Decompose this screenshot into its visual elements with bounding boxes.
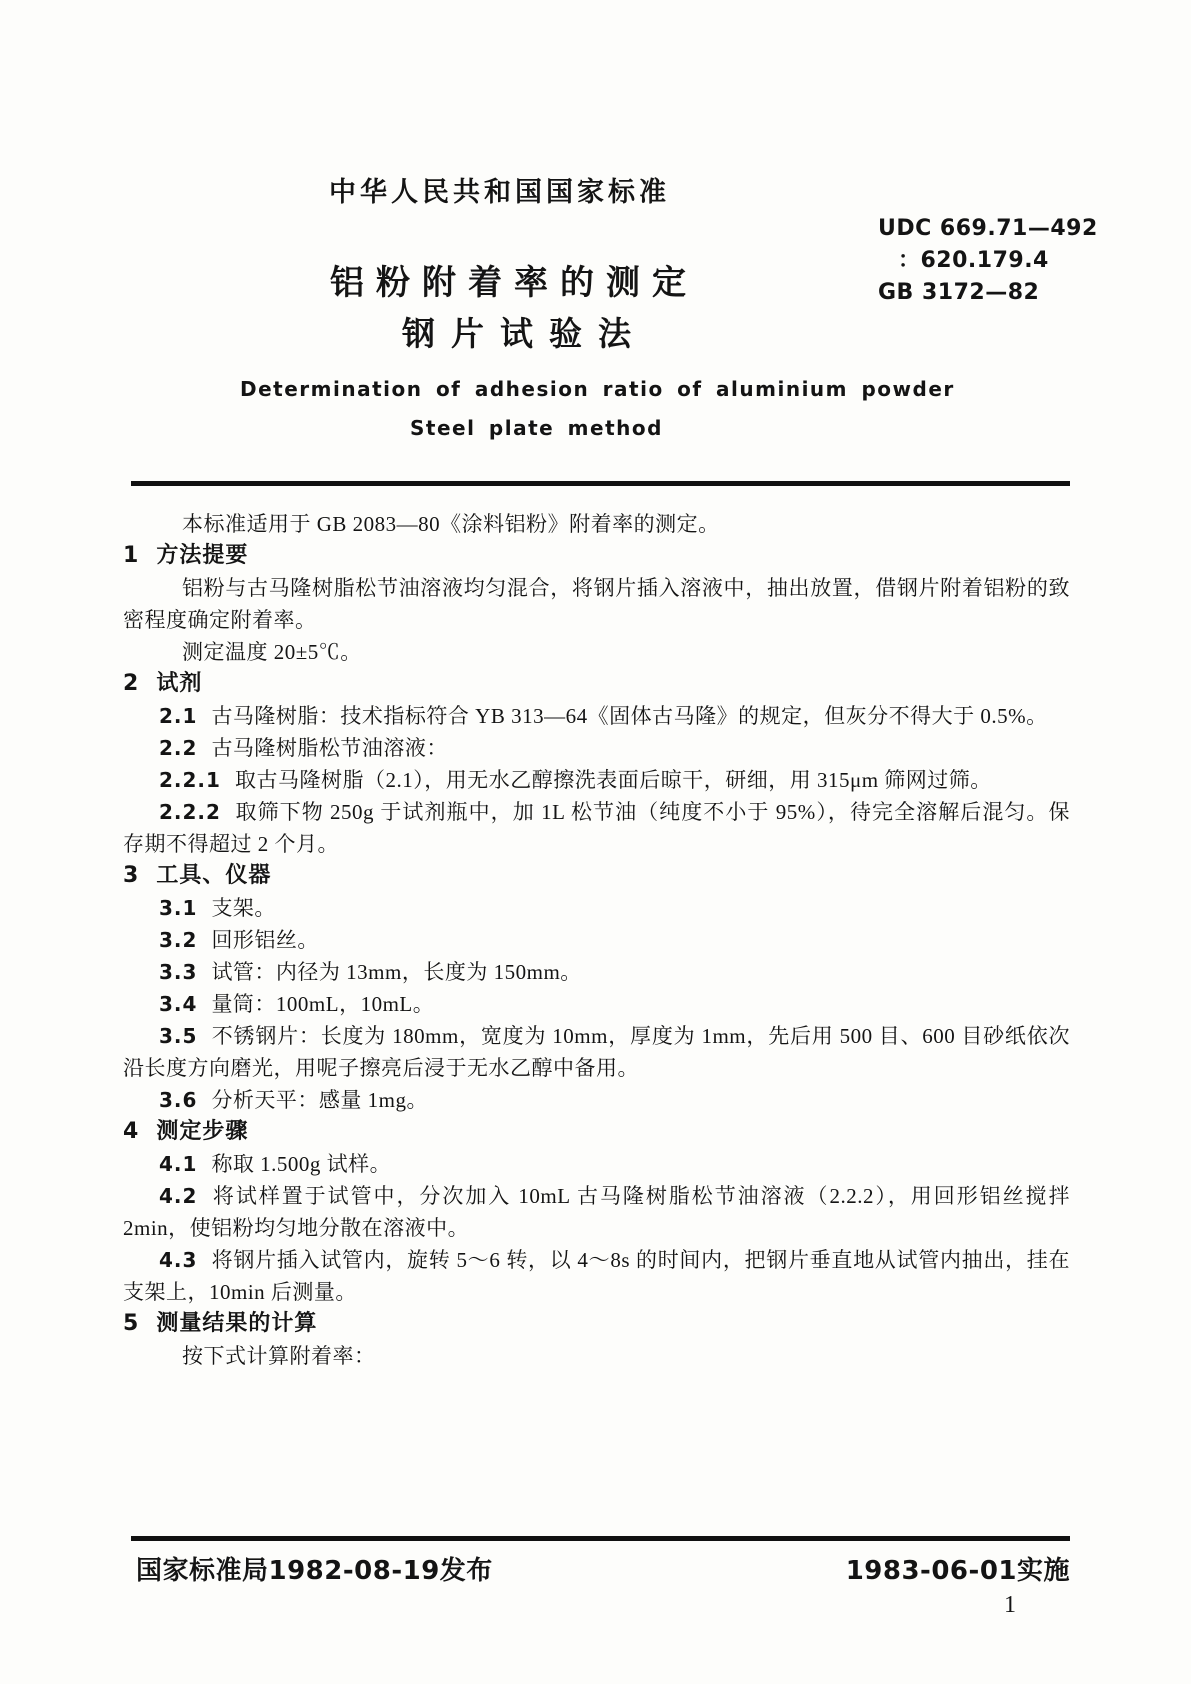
clause-text: 古马隆树脂松节油溶液：	[211, 736, 448, 760]
scope-paragraph: 本标准适用于 GB 2083—80《涂料铝粉》附着率的测定。	[182, 512, 720, 536]
clause-number: 3.5	[159, 1024, 198, 1048]
clause-number: 2.1	[159, 704, 198, 728]
section-number: 1	[123, 543, 140, 568]
standard-code: GB 3172—82	[878, 280, 1040, 305]
section-title: 测量结果的计算	[156, 1311, 318, 1336]
clause-number: 2.2	[159, 736, 198, 760]
clause-text: 量筒：100mL，10mL。	[211, 992, 435, 1016]
udc-code-block	[878, 213, 1098, 309]
footer-issued-date: 国家标准局1982-08-19发布	[136, 1556, 493, 1586]
clause-text: 将试样置于试管中，分次加入 10mL 古马隆树脂松节油溶液（2.2.2），用回形铝丝搅拌 2min，使铝粉均匀地分散在溶液中。	[123, 1184, 1070, 1240]
page-number: 1	[1004, 1592, 1016, 1618]
clause-number: 3.3	[159, 960, 198, 984]
clause-3-6	[123, 1084, 1070, 1116]
clause-4-1	[123, 1148, 1070, 1180]
section-number: 5	[123, 1311, 140, 1336]
clause-number: 3.4	[159, 992, 198, 1016]
clause-text: 回形铝丝。	[211, 928, 319, 952]
clause-3-4	[123, 988, 1070, 1020]
section-number: 2	[123, 671, 140, 696]
formula-intro-paragraph: 按下式计算附着率：	[182, 1344, 376, 1368]
udc-number-continued: ：620.179.4	[898, 248, 1049, 273]
clause-text: 不锈钢片：长度为 180mm，宽度为 10mm，厚度为 1mm，先后用 500 目、600 目砂纸依次沿长度方向磨光，用呢子擦亮后浸于无水乙醇中备用。	[123, 1024, 1070, 1080]
document-subtitle-english: Steel plate method	[410, 416, 663, 440]
footer-divider-rule	[131, 1536, 1070, 1541]
clause-text: 将钢片插入试管内，旋转 5～6 转，以 4～8s 的时间内，把钢片垂直地从试管内抽出，挂在支架上，10min 后测量。	[123, 1248, 1070, 1304]
clause-2-2-1	[123, 764, 1070, 796]
clause-number: 4.3	[159, 1248, 198, 1272]
clause-number: 3.6	[159, 1088, 198, 1112]
section-number: 4	[123, 1119, 140, 1144]
section-title: 试剂	[156, 671, 203, 696]
footer-implemented-date: 1983-06-01实施	[845, 1556, 1070, 1586]
clause-text: 古马隆树脂：技术指标符合 YB 313—64《固体古马隆》的规定，但灰分不得大于 0.5%。	[211, 704, 1048, 728]
section-title: 方法提要	[156, 543, 249, 568]
clause-number: 4.1	[159, 1152, 198, 1176]
document-title-chinese: 铝粉附着率的测定	[330, 263, 698, 303]
clause-text: 分析天平：感量 1mg。	[211, 1088, 429, 1112]
clause-number: 3.1	[159, 896, 198, 920]
section-heading-4	[123, 1116, 1070, 1148]
section-heading-1	[123, 540, 1070, 572]
document-subtitle-chinese: 钢片试验法	[402, 314, 647, 353]
clause-text: 称取 1.500g 试样。	[211, 1152, 392, 1176]
section-title: 工具、仪器	[156, 863, 272, 888]
clause-2-2-2	[123, 796, 1070, 860]
clause-paragraph: 测定温度 20±5℃。	[182, 640, 362, 664]
header-divider-rule	[131, 481, 1070, 486]
clause-text: 取古马隆树脂（2.1），用无水乙醇擦洗表面后晾干，研细，用 315μm 筛网过筛。	[234, 768, 992, 792]
document-body	[123, 508, 1070, 1372]
clause-3-3	[123, 956, 1070, 988]
clause-4-3	[123, 1244, 1070, 1308]
clause-paragraph: 铝粉与古马隆树脂松节油溶液均匀混合，将钢片插入溶液中，抽出放置，借钢片附着铝粉的致密程度确定附着率。	[123, 576, 1070, 632]
clause-number: 2.2.1	[159, 768, 221, 792]
clause-number: 2.2.2	[159, 800, 221, 824]
clause-3-1	[123, 892, 1070, 924]
section-heading-3	[123, 860, 1070, 892]
clause-2-1	[123, 700, 1070, 732]
section-heading-5	[123, 1308, 1070, 1340]
clause-3-2	[123, 924, 1070, 956]
section-title: 测定步骤	[156, 1119, 249, 1144]
clause-number: 4.2	[159, 1184, 198, 1208]
clause-4-2	[123, 1180, 1070, 1244]
section-heading-2	[123, 668, 1070, 700]
section-number: 3	[123, 863, 140, 888]
clause-text: 取筛下物 250g 于试剂瓶中，加 1L 松节油（纯度不小于 95%），待完全溶解后混匀。保存期不得超过 2 个月。	[123, 800, 1070, 856]
clause-3-5	[123, 1020, 1070, 1084]
document-title-english: Determination of adhesion ratio of aluminium powder	[240, 377, 955, 401]
clause-2-2	[123, 732, 1070, 764]
standard-label: 中华人民共和国国家标准	[329, 177, 670, 208]
clause-text: 试管：内径为 13mm，长度为 150mm。	[211, 960, 582, 984]
clause-number: 3.2	[159, 928, 198, 952]
udc-number: UDC 669.71—492	[878, 216, 1098, 241]
clause-text: 支架。	[211, 896, 276, 920]
